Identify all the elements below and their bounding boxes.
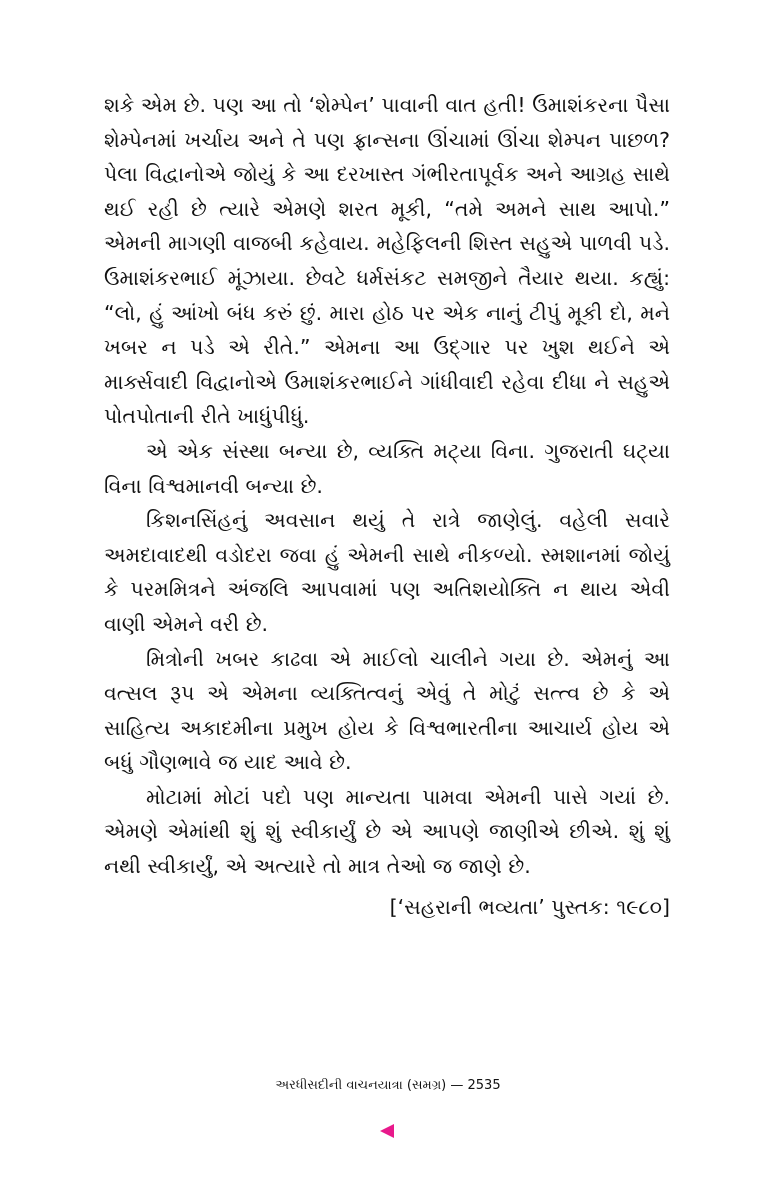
paragraph-3: કિશનસિંહનું અવસાન થયું તે રાત્રે જાણેલું. વહેલી સવારે અમદાવાદથી વડોદરા જવા હું એમની સાથે નીકળ્યો. સ્મશાનમાં જોયું કે પરમમિત્રને અંજલિ આપવામાં પણ અતિશયોક્તિ ન થાય એવી વાણી એમને વરી છે.: [104, 508, 670, 636]
paragraph-2: એ એક સંસ્થા બન્યા છે, વ્યક્તિ મટ્યા વિના. ગુજરાતી ઘટ્યા વિના વિશ્વમાનવી બન્યા છે.: [104, 438, 670, 498]
page-footer: અરધીસદીની વાચનયાત્રા (સમગ્ર) — 2535: [275, 1078, 501, 1093]
previous-page-icon[interactable]: [380, 1124, 394, 1138]
source-citation: [‘સહરાની ભવ્યતા’ પુસ્તક: ૧૯૮૦]: [389, 894, 670, 919]
page-body: [104, 88, 670, 924]
paragraph-4: મિત્રોની ખબર કાઢવા એ માઈલો ચાલીને ગયા છે. એમનું આ વત્સલ રૂપ એ એમના વ્યક્તિત્વનું એવું તે મોટું સત્ત્વ છે કે એ સાહિત્ય અકાદમીના પ્રમુખ હોય કે વિશ્વભારતીના આચાર્ય હોય એ બધું ગૌણભાવે જ યાદ આવે છે.: [104, 646, 670, 775]
paragraph-5: મોટામાં મોટાં પદો પણ માન્યતા પામવા એમની પાસે ગયાં છે. એમણે એમાંથી શું શું સ્વીકાર્યું છે એ આપણે જાણીએ છીએ. શું શું નથી સ્વીકાર્યું, એ અત્યારે તો માત્ર તેઓ જ જાણે છે.: [104, 784, 670, 879]
paragraph-1: શકે એમ છે. પણ આ તો ‘શેમ્પેન’ પાવાની વાત હતી! ઉમાશંકરના પૈસા શેમ્પેનમાં ખર્ચાય અને તે પણ ફ્રાન્સના ઊંચામાં ઊંચા શેમ્પન પાછળ? પેલા વિદ્વાનોએ જોયું કે આ દરખાસ્ત ગંભીરતાપૂર્વક અને આગ્રહ સાથે થઈ રહી છે ત્યારે એમણે શરત મૂકી, “તમે અમને સાથ આપો.” એમની માગણી વાજબી કહેવાય. મહેફિલની શિસ્ત સહુએ પાળવી પડે. ઉમાશંકરભાઈ મૂંઝાયા. છેવટે ધર્મસંકટ સમજીને તૈયાર થયા. કહ્યું: “લો, હું આંખો બંધ કરું છું. મારા હોઠ પર એક નાનું ટીપું મૂકી દો, મને ખબર ન પડે એ રીતે.” એમના આ ઉદ્ગાર પર ખુશ થઈને એ માર્ક્સવાદી વિદ્વાનોએ ઉમાશંકરભાઈને ગાંધીવાદી રહેવા દીધા ને સહુએ પોતપોતાની રીતે ખાધુંપીધું.: [104, 93, 670, 429]
